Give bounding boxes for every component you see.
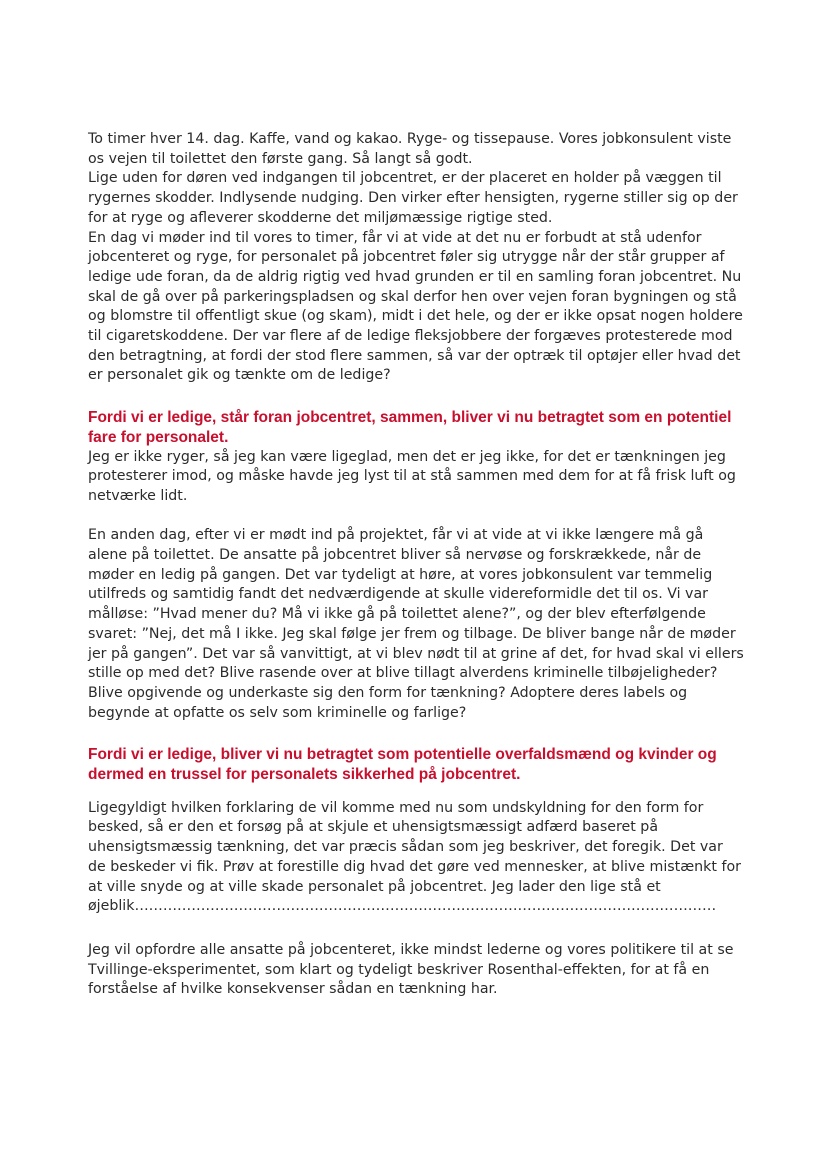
paragraph-smoking-ban: En dag vi møder ind til vores to timer, får vi at vide at det nu er forbudt at stå udenfor jobcenteret og ryge, for personalet på jobcentret føler sig utrygge når der står grupper af ledige ude foran, da de aldrig rigtig ved hvad grunden er til en samling foran jobcentret. Nu skal de gå over på parkeringspladsen og skal derfor hen over vejen foran bygningen og stå og blomstre til offentligt skue (og skam), midt i det hele, og der er ikke opsat nogen holdere til cigaretskoddene. Der var flere af de ledige fleksjobbere der forgæves protesterede mod den betragtning, at fordi der stod flere sammen, så var der optræk til optøjer eller hvad det er personalet gik og tænkte om de ledige? xyxy=(88,229,743,384)
paragraph-smoking-holder: Lige uden for døren ved indgangen til jobcentret, er der placeret en holder på væggen til rygernes skodder. Indlysende nudging. Den virker efter hensigten, rygerne stiller sig op der for at ryge og afleverer skodderne det miljømæssige rigtige sted. xyxy=(88,170,738,226)
paragraph-call-to-action: Jeg vil opfordre alle ansatte på jobcenteret, ikke mindst lederne og vores politikere til at se Tvillinge-eksperimentet, som klart og tydeligt beskriver Rosenthal-effekten, for at få en forståelse af hvilke konsekvenser sådan en tænkning har. xyxy=(88,942,734,998)
document-body xyxy=(88,130,744,1000)
paragraph-not-smoker: Jeg er ikke ryger, så jeg kan være ligeglad, men det er jeg ikke, for det er tænkningen jeg protesterer imod, og måske havde jeg lyst til at stå sammen med dem for at få frisk luft og netværke lidt. xyxy=(88,448,736,504)
paragraph-explanation: Ligegyldigt hvilken forklaring de vil komme med nu som undskyldning for den form for besked, så er den et forsøg på at skjule et uhensigtsmæssigt adfærd baseret på uhensigtsmæssig tænkning, det var præcis sådan som jeg beskriver, det foregik. Det var de beskeder vi fik. Prøv at forestille dig hvad det gøre ved mennesker, at blive mistænkt for at ville snyde og at ville skade personalet på jobcentret. Jeg lader den lige stå et øjeblik…………………………………………………………………………………………………………… xyxy=(88,799,741,915)
heading-threat: Fordi vi er ledige, bliver vi nu betragtet som potentielle overfaldsmænd og kvinder og dermed en trussel for personalets sikkerhed på jobcentret. xyxy=(88,746,717,784)
paragraph-toilet: En anden dag, efter vi er mødt ind på projektet, får vi at vide at vi ikke længere må gå alene på toilettet. De ansatte på jobcentret bliver så nervøse og forskrækkede, når de møder en ledig på gangen. Det var tydeligt at høre, at vores jobkonsulent var temmelig utilfreds og samtidig fandt det nedværdigende at skulle videreformidle det til os. Vi var målløse: ”Hvad mener du? Må vi ikke gå på toilettet alene?”, og der blev efterfølgende svaret: ”Nej, det må I ikke. Jeg skal følge jer frem og tilbage. De bliver bange når de møder jer på gangen”. Det var så vanvittigt, at vi blev nødt til at grine af det, for hvad skal vi ellers stille op med det? Blive rasende over at blive tillagt alverdens kriminelle tilbøjeligheder? Blive opgivende og underkaste sig den form for tænkning? Adoptere deres labels og begynde at opfatte os selv som kriminelle og farlige? xyxy=(88,527,744,721)
heading-potential-danger: Fordi vi er ledige, står foran jobcentret, sammen, bliver vi nu betragtet som en potentiel fare for personalet. xyxy=(88,409,732,446)
paragraph-intro: To timer hver 14. dag. Kaffe, vand og kakao. Ryge- og tissepause. Vores jobkonsulent viste os vejen til toilettet den første gang. Så langt så godt. xyxy=(88,131,732,167)
